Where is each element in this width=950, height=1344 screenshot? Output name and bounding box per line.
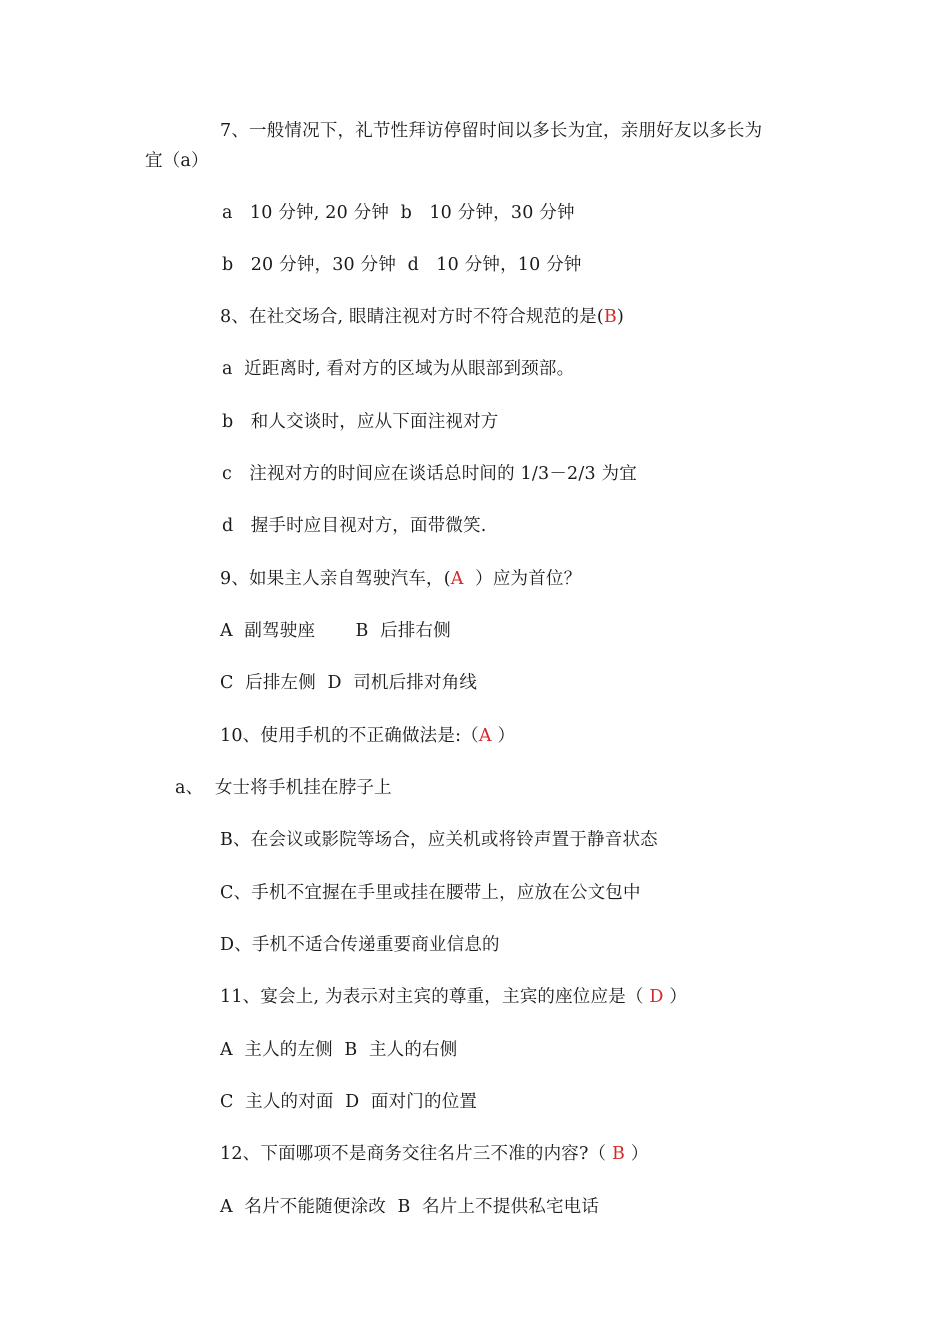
q11-stem-close: ） — [663, 987, 688, 1007]
q11-stem — [220, 986, 687, 1008]
q9-stem — [220, 568, 581, 590]
q10-option-d: D、手机不适合传递重要商业信息的 — [220, 935, 500, 955]
q10-option-b: B、在会议或影院等场合，应关机或将铃声置于静音状态 — [220, 830, 658, 850]
q7-stem-line2: 宜（a） — [145, 151, 209, 171]
q9-options-ab: A 副驾驶座 B 后排右侧 — [220, 621, 451, 641]
q11-stem-text: 11、宴会上, 为表示对主宾的尊重，主宾的座位应是（ — [220, 987, 650, 1007]
q11-options-ab: A 主人的左侧 B 主人的右侧 — [220, 1040, 458, 1060]
q12-stem — [220, 1143, 649, 1165]
q12-answer: B — [612, 1144, 626, 1164]
q11-answer: D — [649, 987, 664, 1007]
q11-options-cd: C 主人的对面 D 面对门的位置 — [220, 1092, 478, 1112]
q7-stem-line1: 7、一般情况下，礼节性拜访停留时间以多长为宜，亲朋好友以多长为 — [220, 121, 763, 141]
q10-option-c: C、手机不宜握在手里或挂在腰带上，应放在公文包中 — [220, 883, 641, 903]
q12-stem-close: ） — [625, 1144, 649, 1164]
q8-option-c: c 注视对方的时间应在谈话总时间的 1/3－2/3 为宜 — [222, 464, 637, 484]
q10-answer: A — [478, 726, 492, 746]
q10-stem-text: 10、使用手机的不正确做法是:（ — [220, 726, 479, 746]
q8-option-d: d 握手时应目视对方，面带微笑. — [222, 516, 487, 536]
q10-option-a: a、 女士将手机挂在脖子上 — [175, 778, 392, 798]
q8-stem — [220, 306, 624, 328]
q8-option-a: a 近距离时, 看对方的区域为从眼部到颈部。 — [222, 359, 575, 379]
q9-options-cd: C 后排左侧 D 司机后排对角线 — [220, 673, 478, 693]
q8-option-b: b 和人交谈时，应从下面注视对方 — [222, 412, 499, 432]
q9-stem-text: 9、如果主人亲自驾驶汽车，( — [220, 569, 451, 589]
q12-stem-text: 12、下面哪项不是商务交往名片三不准的内容?（ — [220, 1144, 613, 1164]
q9-answer: A — [450, 569, 464, 589]
q7-options-cd: b 20 分钟，30 分钟 d 10 分钟，10 分钟 — [222, 255, 582, 275]
q8-stem-close: ) — [616, 307, 624, 327]
q12-options-ab: A 名片不能随便涂改 B 名片上不提供私宅电话 — [220, 1197, 600, 1217]
q9-stem-close: ）应为首位？ — [463, 569, 582, 589]
q10-stem — [220, 725, 515, 747]
q8-stem-text: 8、在社交场合, 眼睛注视对方时不符合规范的是( — [220, 307, 604, 327]
q7-options-ab: a 10 分钟, 20 分钟 b 10 分钟，30 分钟 — [222, 203, 575, 223]
q8-answer: B — [603, 307, 617, 327]
q10-stem-close: ） — [491, 726, 516, 746]
